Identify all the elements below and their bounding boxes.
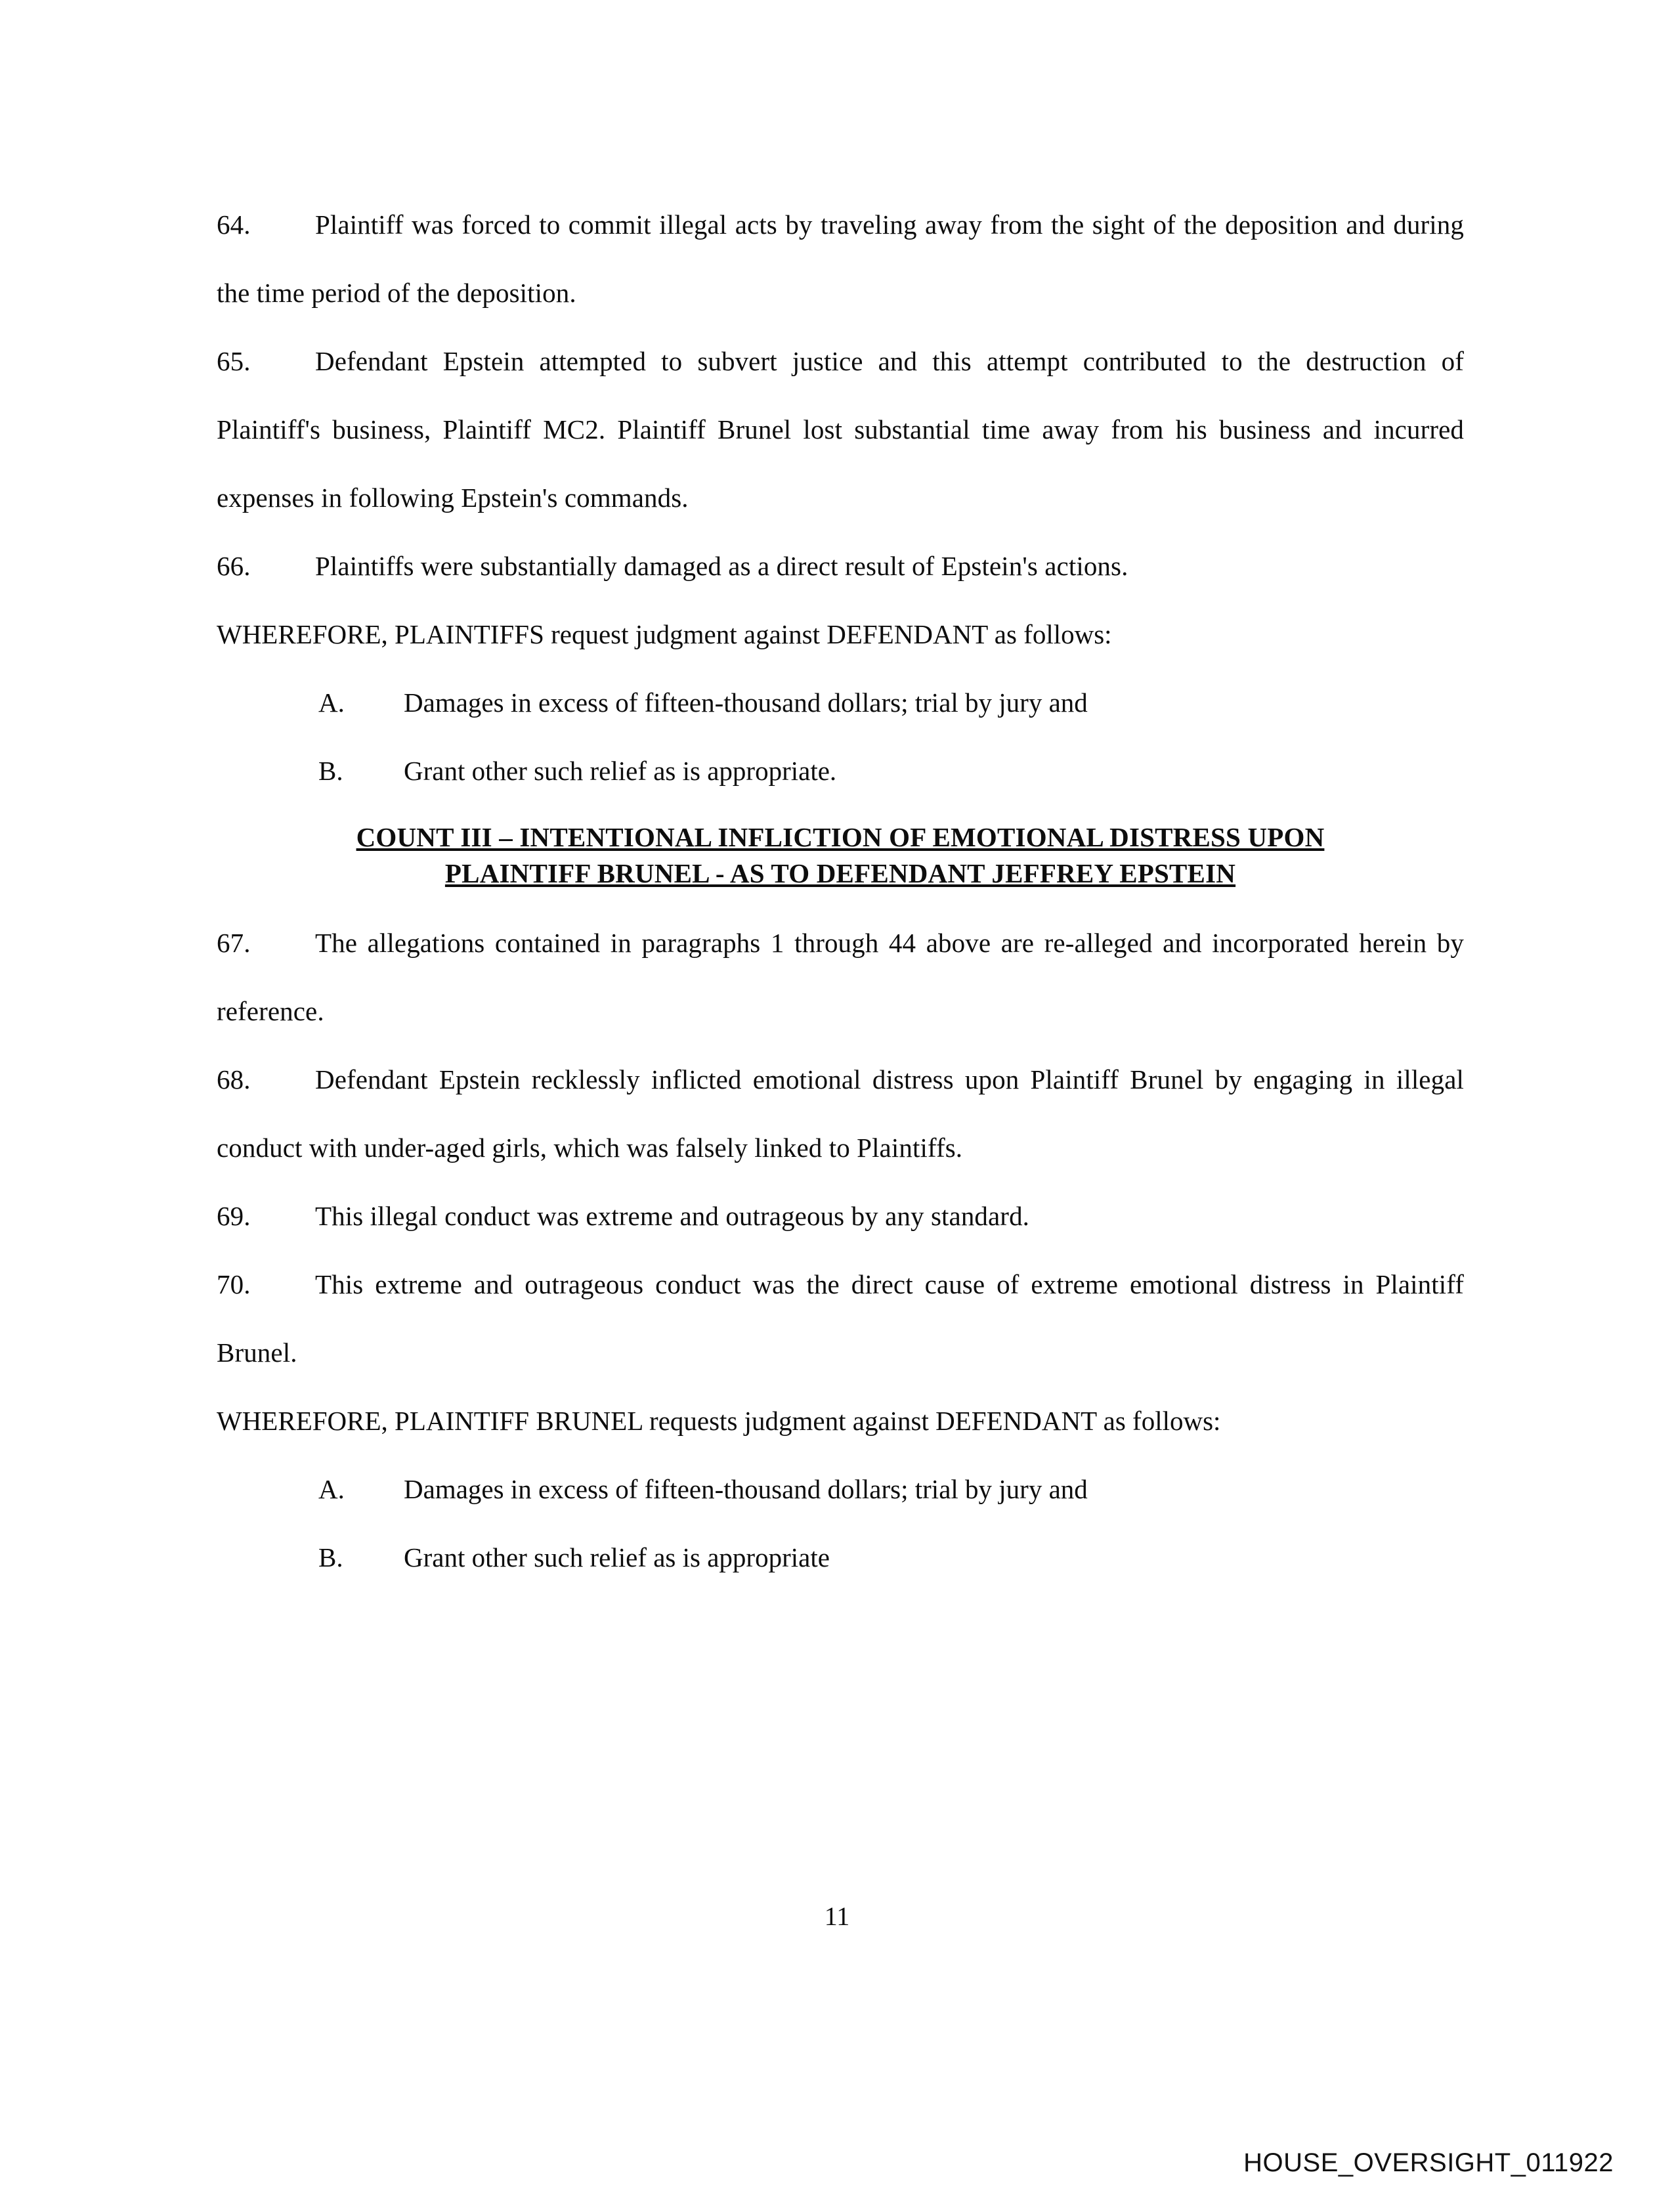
relief-letter: A. — [318, 1474, 345, 1504]
relief-two-item-b — [217, 1523, 1464, 1592]
bates-stamp: HOUSE_OVERSIGHT_011922 — [1243, 2148, 1614, 2177]
relief-letter: A. — [318, 687, 345, 718]
page-number: 11 — [824, 1901, 850, 1931]
relief-text: Damages in excess of fifteen-thousand dollars; trial by jury and — [404, 1474, 1088, 1504]
relief-text: Damages in excess of fifteen-thousand dollars; trial by jury and — [404, 687, 1088, 718]
count-heading-line-2: PLAINTIFF BRUNEL - AS TO DEFENDANT JEFFREY EPSTEIN — [444, 858, 1236, 888]
relief-two-item-a — [217, 1455, 1464, 1523]
paragraph-text: This extreme and outrageous conduct was the direct cause of extreme emotional distress in Plaintiff Brunel. — [217, 1269, 1464, 1368]
paragraph-text: This illegal conduct was extreme and outrageous by any standard. — [315, 1201, 1030, 1231]
paragraph-number: 64. — [217, 209, 251, 240]
relief-letter: B. — [318, 756, 343, 786]
count-iii-heading — [217, 819, 1464, 892]
relief-letter: B. — [318, 1542, 343, 1572]
paragraph-66 — [217, 532, 1464, 600]
paragraph-text: Defendant Epstein recklessly inflicted emotional distress upon Plaintiff Brunel by engaging in illegal conduct with under-aged girls, which was falsely linked to Plaintiffs. — [217, 1064, 1464, 1163]
count-heading-line-1: COUNT III – INTENTIONAL INFLICTION OF EMOTIONAL DISTRESS UPON — [356, 822, 1325, 852]
paragraph-64 — [217, 190, 1464, 327]
relief-item-b — [217, 737, 1464, 805]
relief-item-a — [217, 668, 1464, 737]
paragraph-text: Defendant Epstein attempted to subvert justice and this attempt contributed to the destruction of Plaintiff's business, Plaintiff MC2. Plaintiff Brunel lost substantial time away from his business and incurred expenses in following Epstein's commands. — [217, 346, 1464, 513]
paragraph-65 — [217, 327, 1464, 532]
relief-text: Grant other such relief as is appropriate. — [404, 756, 837, 786]
document-body — [217, 190, 1464, 1592]
paragraph-69 — [217, 1182, 1464, 1250]
paragraph-text: The allegations contained in paragraphs 1 through 44 above are re-alleged and incorporated herein by reference. — [217, 928, 1464, 1026]
paragraph-number: 70. — [217, 1269, 251, 1299]
paragraph-67 — [217, 909, 1464, 1045]
paragraph-number: 68. — [217, 1064, 251, 1095]
paragraph-number: 65. — [217, 346, 251, 376]
wherefore-clause-one: WHEREFORE, PLAINTIFFS request judgment against DEFENDANT as follows: — [217, 619, 1112, 649]
paragraph-text: Plaintiffs were substantially damaged as a direct result of Epstein's actions. — [315, 551, 1128, 581]
relief-text: Grant other such relief as is appropriate — [404, 1542, 830, 1572]
paragraph-number: 69. — [217, 1201, 251, 1231]
paragraph-number: 67. — [217, 928, 251, 958]
paragraph-68 — [217, 1045, 1464, 1182]
paragraph-number: 66. — [217, 551, 251, 581]
paragraph-70 — [217, 1250, 1464, 1387]
paragraph-text: Plaintiff was forced to commit illegal acts by traveling away from the sight of the deposition and during the time period of the deposition. — [217, 209, 1464, 308]
wherefore-clause-two: WHEREFORE, PLAINTIFF BRUNEL requests judgment against DEFENDANT as follows: — [217, 1406, 1221, 1436]
